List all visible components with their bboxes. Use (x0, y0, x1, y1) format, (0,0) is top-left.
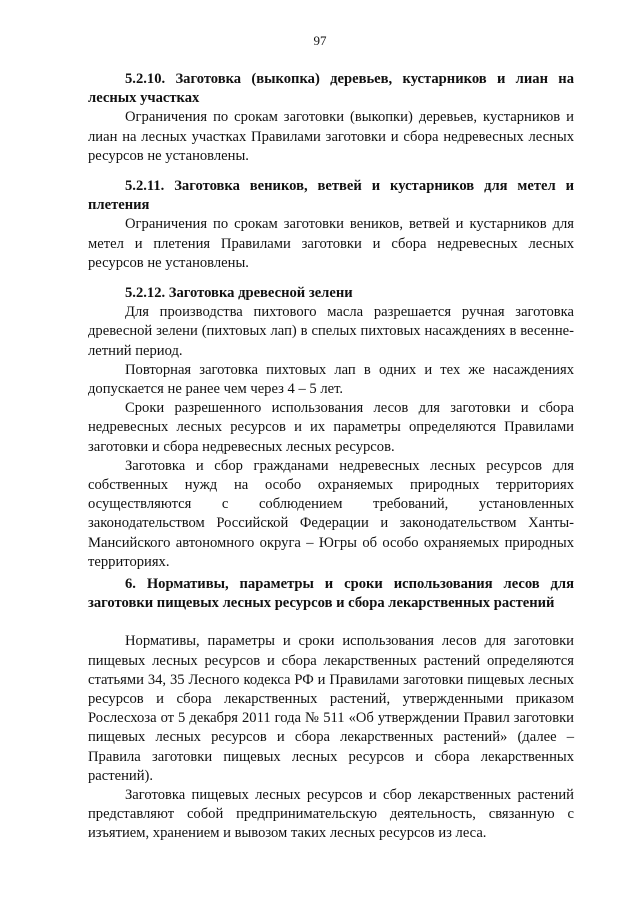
section-heading: 5.2.12. Заготовка древесной зелени (125, 285, 353, 301)
paragraph: Нормативы, параметры и сроки использования лесов для заготовки пищевых лесных ресурсов и сбора лекарственных растений определяются статьями 34, 35 Лесного кодекса РФ и Правилами заготовки пищевых лесных ресурсов и сбора лекарственных растений, утвержденными приказом Рослесхоза от 5 декабря 2011 года № 511 «Об утверждении Правил заготовки пищевых лесных ресурсов и сбора лекарственных растений» (далее – Правила заготовки пищевых лесных ресурсов и сбора лекарственных растений). (88, 633, 574, 784)
section-5-2-11 (88, 177, 574, 273)
paragraph: Сроки разрешенного использования лесов для заготовки и сбора недревесных лесных ресурсов и их параметры определяются Правилами заготовки и сбора недревесных лесных ресурсов. (88, 400, 574, 455)
section-heading: 5.2.11. Заготовка веников, ветвей и кустарников для метел и плетения (88, 178, 574, 214)
section-heading: 5.2.10. Заготовка (выкопка) деревьев, кустарников и лиан на лесных участках (88, 71, 574, 107)
paragraph: Заготовка пищевых лесных ресурсов и сбор лекарственных растений представляют собой предпринимательскую деятельность, связанную с изъятием, хранением и вывозом таких лесных ресурсов из леса. (88, 787, 574, 842)
paragraph: Ограничения по срокам заготовки веников, ветвей и кустарников для метел и плетения Правилами заготовки и сбора недревесных лесных ресурсов не установлены. (88, 216, 574, 271)
paragraph: Заготовка и сбор гражданами недревесных лесных ресурсов для собственных нужд на особо охраняемых природных территориях осуществляются с соблюдением требований, установленных законодательством Российской Федерации и законодательством Ханты-Мансийского автономного округа – Югры об особо охраняемых природных территориях. (88, 457, 574, 570)
section-heading: 6. Нормативы, параметры и сроки использования лесов для заготовки пищевых лесных ресурсов и сбора лекарственных растений (88, 576, 574, 612)
section-5-2-10 (88, 70, 574, 166)
paragraph: Ограничения по срокам заготовки (выкопки) деревьев, кустарников и лиан на лесных участках Правилами заготовки и сбора недревесных лесных ресурсов не установлены. (88, 109, 574, 164)
section-5-2-12 (88, 284, 574, 572)
section-6 (88, 575, 574, 844)
paragraph: Повторная заготовка пихтовых лап в одних и тех же насаждениях допускается не ранее чем через 4 – 5 лет. (88, 361, 574, 398)
page-number: 97 (313, 33, 327, 48)
paragraph: Для производства пихтового масла разрешается ручная заготовка древесной зелени (пихтовых лап) в спелых пихтовых насаждениях в весенне-летний период. (88, 304, 574, 359)
